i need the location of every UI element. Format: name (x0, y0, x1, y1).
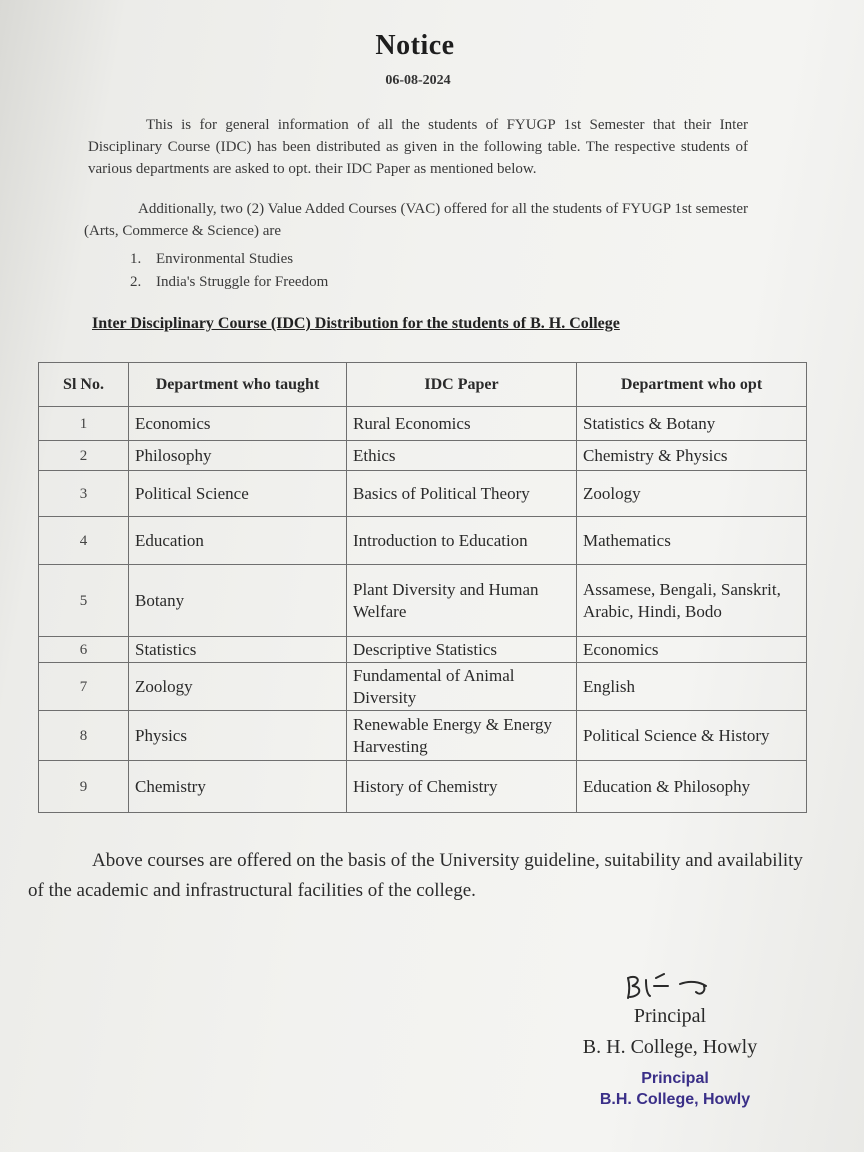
cell-sl: 4 (39, 517, 129, 565)
cell-dept-taught: Political Science (129, 471, 347, 517)
cell-sl: 6 (39, 637, 129, 663)
table-header-row (39, 363, 807, 407)
header-sl-no: Sl No. (39, 363, 129, 407)
cell-sl: 8 (39, 711, 129, 761)
cell-dept-taught: Philosophy (129, 441, 347, 471)
table-row (39, 517, 807, 565)
cell-idc-paper: History of Chemistry (347, 761, 577, 813)
signatory-title: Principal (633, 1005, 707, 1027)
vac-item-text: India's Struggle for Freedom (156, 274, 329, 290)
cell-dept-opt: Chemistry & Physics (577, 441, 807, 471)
cell-idc-paper: Basics of Political Theory (347, 471, 577, 517)
signatory-college: B. H. College, Howly (582, 1036, 758, 1058)
cell-dept-opt: Education & Philosophy (577, 761, 807, 813)
table-heading: Inter Disciplinary Course (IDC) Distribution for the students of B. H. College (92, 315, 620, 332)
cell-sl: 9 (39, 761, 129, 813)
handwritten-signature (620, 966, 730, 1006)
closing-paragraph: Above courses are offered on the basis of the University guideline, suitability and availability of the academic and infrastructural facilities of the college. (28, 850, 803, 901)
header-dept-opt: Department who opt (577, 363, 807, 407)
table-row (39, 441, 807, 471)
intro-paragraph: This is for general information of all the students of FYUGP 1st Semester that their Inter Disciplinary Course (IDC) has been distributed as given in the following table. The respective students of various departments are asked to opt. their IDC Paper as mentioned below. (88, 117, 748, 177)
cell-dept-taught: Economics (129, 407, 347, 441)
vac-paragraph: Additionally, two (2) Value Added Courses (VAC) offered for all the students of FYUGP 1st semester (Arts, Commerce & Science) are (84, 201, 749, 239)
cell-idc-paper: Fundamental of Animal Diversity (347, 663, 577, 711)
idc-table (38, 362, 807, 813)
vac-item (130, 248, 328, 271)
vac-item (130, 271, 328, 294)
vac-item-text: Environmental Studies (156, 251, 294, 267)
table-row (39, 711, 807, 761)
cell-dept-taught: Physics (129, 711, 347, 761)
cell-dept-taught: Education (129, 517, 347, 565)
cell-dept-taught: Botany (129, 565, 347, 637)
cell-dept-taught: Chemistry (129, 761, 347, 813)
cell-dept-opt: Zoology (577, 471, 807, 517)
cell-dept-opt: Assamese, Bengali, Sanskrit, Arabic, Hindi, Bodo (577, 565, 807, 637)
cell-sl: 5 (39, 565, 129, 637)
cell-idc-paper: Renewable Energy & Energy Harvesting (347, 711, 577, 761)
stamp-college: B.H. College, Howly (599, 1091, 751, 1108)
cell-idc-paper: Descriptive Statistics (347, 637, 577, 663)
cell-dept-opt: Statistics & Botany (577, 407, 807, 441)
table-row (39, 565, 807, 637)
cell-sl: 7 (39, 663, 129, 711)
header-dept-taught: Department who taught (129, 363, 347, 407)
cell-dept-taught: Zoology (129, 663, 347, 711)
notice-date: 06-08-2024 (385, 73, 451, 88)
cell-dept-opt: English (577, 663, 807, 711)
vac-item-number: 1. (130, 251, 142, 267)
cell-sl: 2 (39, 441, 129, 471)
vac-item-number: 2. (130, 274, 142, 290)
cell-dept-taught: Statistics (129, 637, 347, 663)
table-row (39, 407, 807, 441)
table-row (39, 637, 807, 663)
table-row (39, 761, 807, 813)
table-row (39, 471, 807, 517)
notice-title: Notice (375, 30, 455, 61)
cell-idc-paper: Introduction to Education (347, 517, 577, 565)
cell-idc-paper: Rural Economics (347, 407, 577, 441)
cell-idc-paper: Ethics (347, 441, 577, 471)
cell-dept-opt: Economics (577, 637, 807, 663)
cell-idc-paper: Plant Diversity and Human Welfare (347, 565, 577, 637)
cell-dept-opt: Political Science & History (577, 711, 807, 761)
vac-list (130, 248, 328, 294)
table-row (39, 663, 807, 711)
header-idc-paper: IDC Paper (347, 363, 577, 407)
stamp-title: Principal (641, 1070, 709, 1087)
cell-sl: 1 (39, 407, 129, 441)
cell-sl: 3 (39, 471, 129, 517)
cell-dept-opt: Mathematics (577, 517, 807, 565)
